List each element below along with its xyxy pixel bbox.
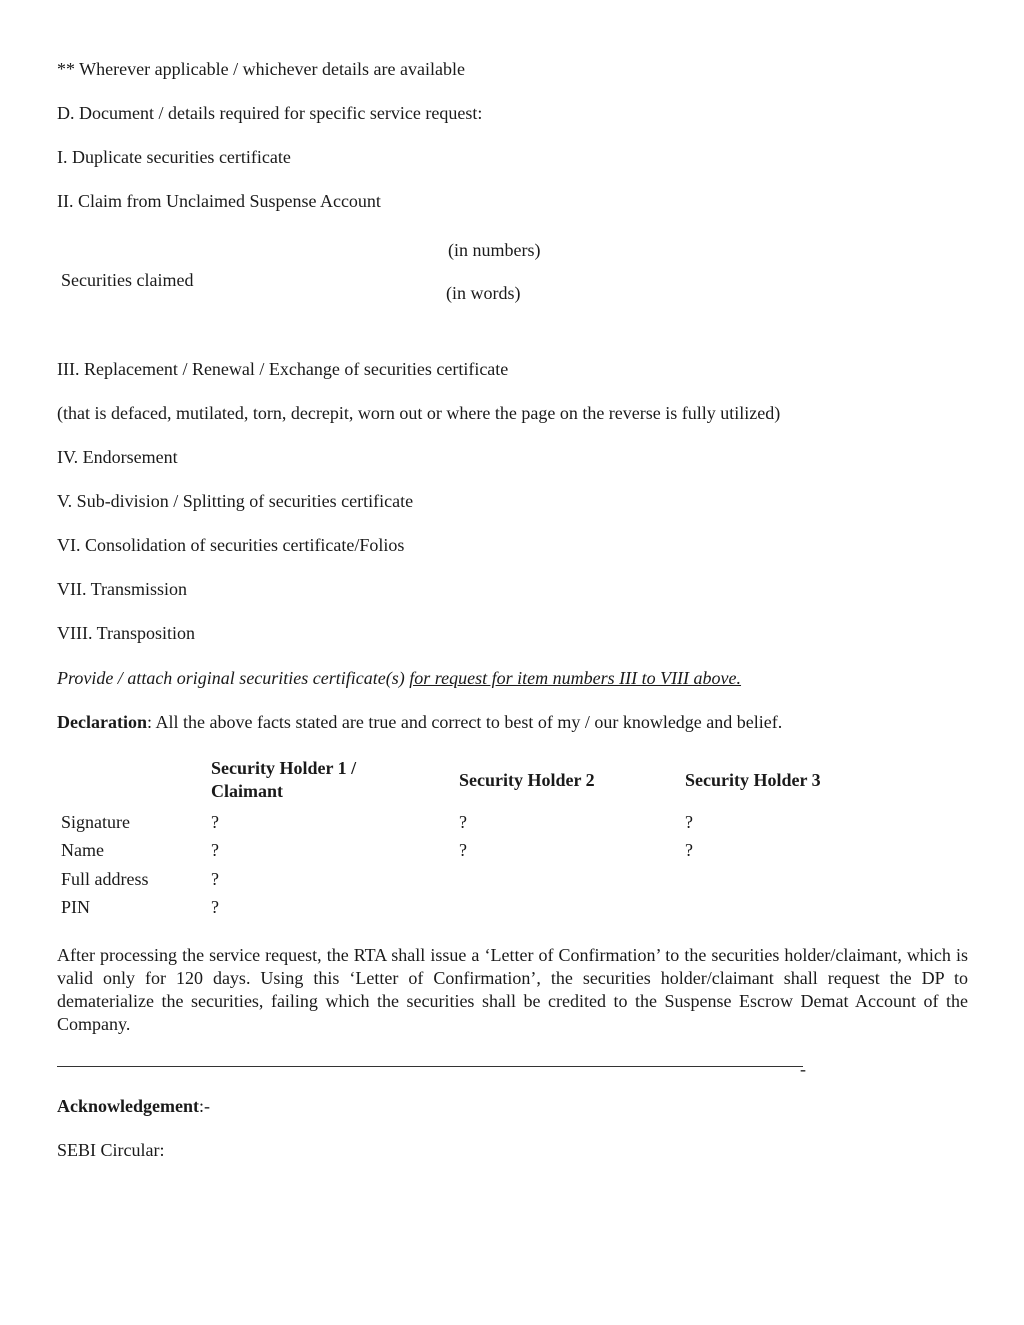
item-iii-note: (that is defaced, mutilated, torn, decrepit, worn out or where the page on the reverse is fully utilized) — [57, 403, 781, 423]
header-h1-line1: Security Holder 1 / — [211, 758, 357, 778]
item-vii: VII. Transmission — [57, 579, 188, 599]
item-i: I. Duplicate securities certificate — [57, 147, 291, 167]
provide-note-underlined: for request for item numbers III to VIII above. — [409, 668, 742, 688]
header-security-holder-3: Security Holder 3 — [685, 770, 821, 790]
row-label-full-address: Full address — [61, 869, 149, 889]
acknowledgement — [57, 1095, 210, 1117]
row-signature-holder2: ? — [459, 812, 467, 832]
item-ii: II. Claim from Unclaimed Suspense Account — [57, 191, 381, 211]
note-wherever-applicable: ** Wherever applicable / whichever details are available — [57, 59, 465, 79]
item-viii: VIII. Transposition — [57, 623, 196, 643]
section-d-heading: D. Document / details required for specific service request: — [57, 103, 483, 123]
item-iv: IV. Endorsement — [57, 447, 178, 467]
header-security-holder-1 — [211, 757, 356, 803]
processing-paragraph: After processing the service request, the RTA shall issue a ‘Letter of Confirmation’ to the securities holder/claimant, which is valid only for 120 days. Using this ‘Letter of Confirmation’, the securities holder/claimant shall request the DP to dematerialize the securities, failing which the securities shall be credited to the Suspense Escrow Demat Account of the Company. — [57, 945, 968, 1034]
acknowledgement-suffix: :- — [199, 1096, 210, 1116]
row-label-name: Name — [61, 840, 104, 860]
securities-claimed-label: Securities claimed — [61, 270, 194, 290]
row-full-address-holder1: ? — [211, 869, 219, 889]
row-signature-holder3: ? — [685, 812, 693, 832]
row-signature-holder1: ? — [211, 812, 219, 832]
declaration — [57, 711, 782, 733]
securities-claimed-words: (in words) — [446, 283, 521, 303]
row-name-holder3: ? — [685, 840, 693, 860]
declaration-text: : All the above facts stated are true and correct to best of my / our knowledge and belief. — [146, 712, 783, 732]
separator-rule-tail: - — [800, 1059, 806, 1079]
row-name-holder2: ? — [459, 840, 467, 860]
separator-rule — [57, 1066, 803, 1067]
sebi-circular-label: SEBI Circular: — [57, 1140, 165, 1160]
row-label-pin: PIN — [61, 897, 91, 917]
provide-note-plain: Provide / attach original securities certificate(s) — [57, 668, 410, 688]
row-name-holder1: ? — [211, 840, 219, 860]
securities-claimed-numbers: (in numbers) — [448, 240, 541, 260]
acknowledgement-label: Acknowledgement — [57, 1096, 199, 1116]
header-h1-line2: Claimant — [211, 781, 283, 801]
provide-attach-note — [57, 667, 741, 689]
item-vi: VI. Consolidation of securities certificate/Folios — [57, 535, 405, 555]
declaration-label: Declaration — [57, 712, 147, 732]
item-v: V. Sub-division / Splitting of securities certificate — [57, 491, 414, 511]
row-pin-holder1: ? — [211, 897, 219, 917]
header-security-holder-2: Security Holder 2 — [459, 770, 595, 790]
item-iii: III. Replacement / Renewal / Exchange of securities certificate — [57, 359, 509, 379]
row-label-signature: Signature — [61, 812, 130, 832]
